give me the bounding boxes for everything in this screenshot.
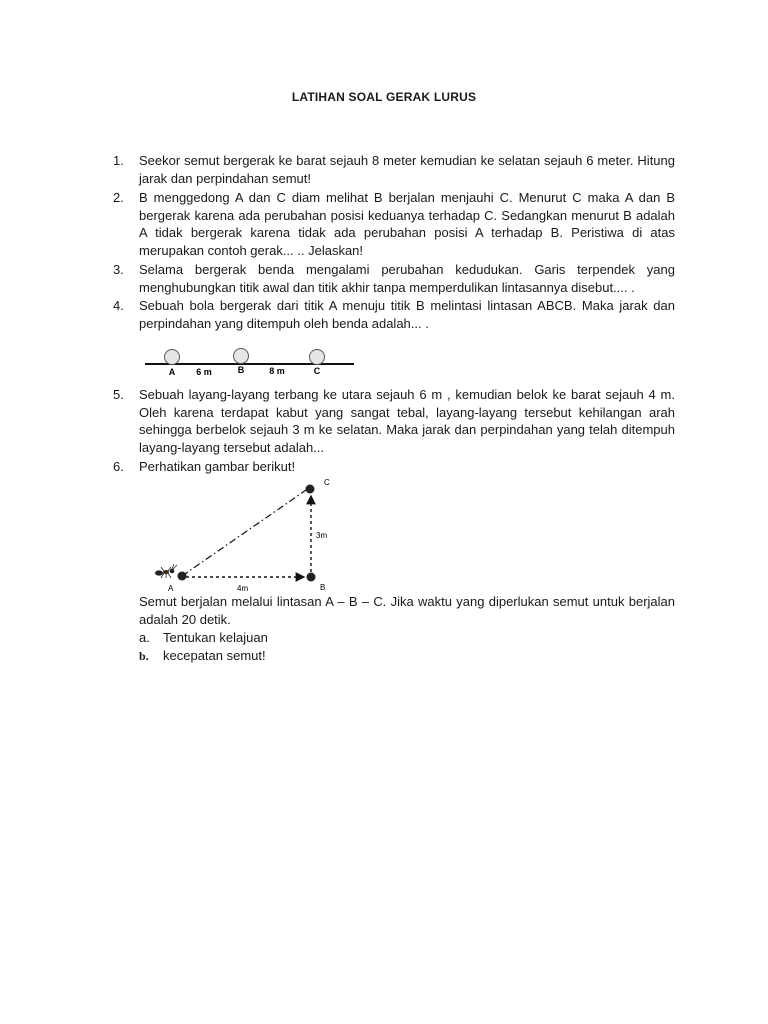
option-text: kecepatan semut! — [163, 648, 266, 663]
question-text: Seekor semut bergerak ke barat sejauh 8 meter kemudian ke selatan sejauh 6 meter. Hitung jarak dan perpindahan semut! — [139, 153, 675, 186]
question-number: 2. — [113, 190, 124, 205]
question-number: 5. — [113, 387, 124, 402]
question-number: 1. — [113, 153, 124, 168]
point-b — [307, 573, 316, 582]
point-a — [178, 572, 187, 581]
point-c — [306, 485, 315, 494]
option-label: a. — [139, 630, 150, 645]
ball-c — [310, 350, 325, 365]
path-ac — [182, 488, 309, 576]
label-b: B — [320, 583, 326, 592]
label-a: A — [168, 584, 174, 593]
question-3 — [113, 261, 675, 296]
ball-b — [234, 349, 249, 364]
question-text: Sebuah layang-layang terbang ke utara sejauh 6 m , kemudian belok ke barat sejauh 4 m. Oleh karena terdapat kabut yang sangat tebal, layang-layang tersebut kehilangan arah sehingga berbelok sejauh 3 m ke selatan. Maka jarak dan perpindahan yang telah ditempuh layang-layang tersebut adalah... — [139, 387, 675, 455]
label-4m: 4m — [237, 584, 249, 593]
option-label: b. — [139, 649, 149, 663]
track-figure — [140, 344, 360, 378]
question-number: 4. — [113, 298, 124, 313]
option-text: Tentukan kelajuan — [163, 630, 268, 645]
page-title: LATIHAN SOAL GERAK LURUS — [291, 90, 477, 104]
segment-label-ab: 6 m — [196, 367, 212, 377]
question-2 — [113, 189, 675, 259]
question-text: Sebuah bola bergerak dari titik A menuju titik B melintasi lintasan ABCB. Maka jarak dan perpindahan yang ditempuh oleh benda adalah... . — [139, 298, 675, 331]
point-label-b: B — [237, 365, 245, 375]
triangle-figure — [144, 474, 344, 596]
question-text: Selama bergerak benda mengalami perubahan kedudukan. Garis terpendek yang menghubungkan titik awal dan titik akhir tanpa memperdulikan lintasannya disebut.... . — [139, 262, 675, 295]
question-6 — [113, 458, 675, 476]
question-5 — [113, 386, 675, 456]
option-b — [139, 647, 266, 666]
point-label-c: C — [313, 366, 321, 376]
label-3m: 3m — [316, 531, 328, 540]
ball-a — [165, 350, 180, 365]
question-4 — [113, 297, 675, 332]
question-6-body: Semut berjalan melalui lintasan A – B – C. Jika waktu yang diperlukan semut untuk berjalan adalah 20 detik. — [139, 594, 675, 627]
ant-icon — [155, 564, 177, 578]
point-label-a: A — [168, 367, 176, 377]
segment-label-bc: 8 m — [269, 366, 285, 376]
question-text: B menggedong A dan C diam melihat B berjalan menjauhi C. Menurut C maka A dan B bergerak karena ada perubahan posisi keduanya terhadap C. Sedangkan menurut B adalah A tidak bergerak karena tidak ada perubahan posisi A terhadap B. Peristiwa di atas merupakan contoh gerak... .. Jelaskan! — [139, 190, 675, 258]
question-1 — [113, 152, 675, 187]
question-number: 3. — [113, 262, 124, 277]
option-a — [139, 629, 268, 647]
question-text: Perhatikan gambar berikut! — [139, 459, 296, 474]
label-c: C — [324, 478, 330, 487]
question-number: 6. — [113, 459, 124, 474]
